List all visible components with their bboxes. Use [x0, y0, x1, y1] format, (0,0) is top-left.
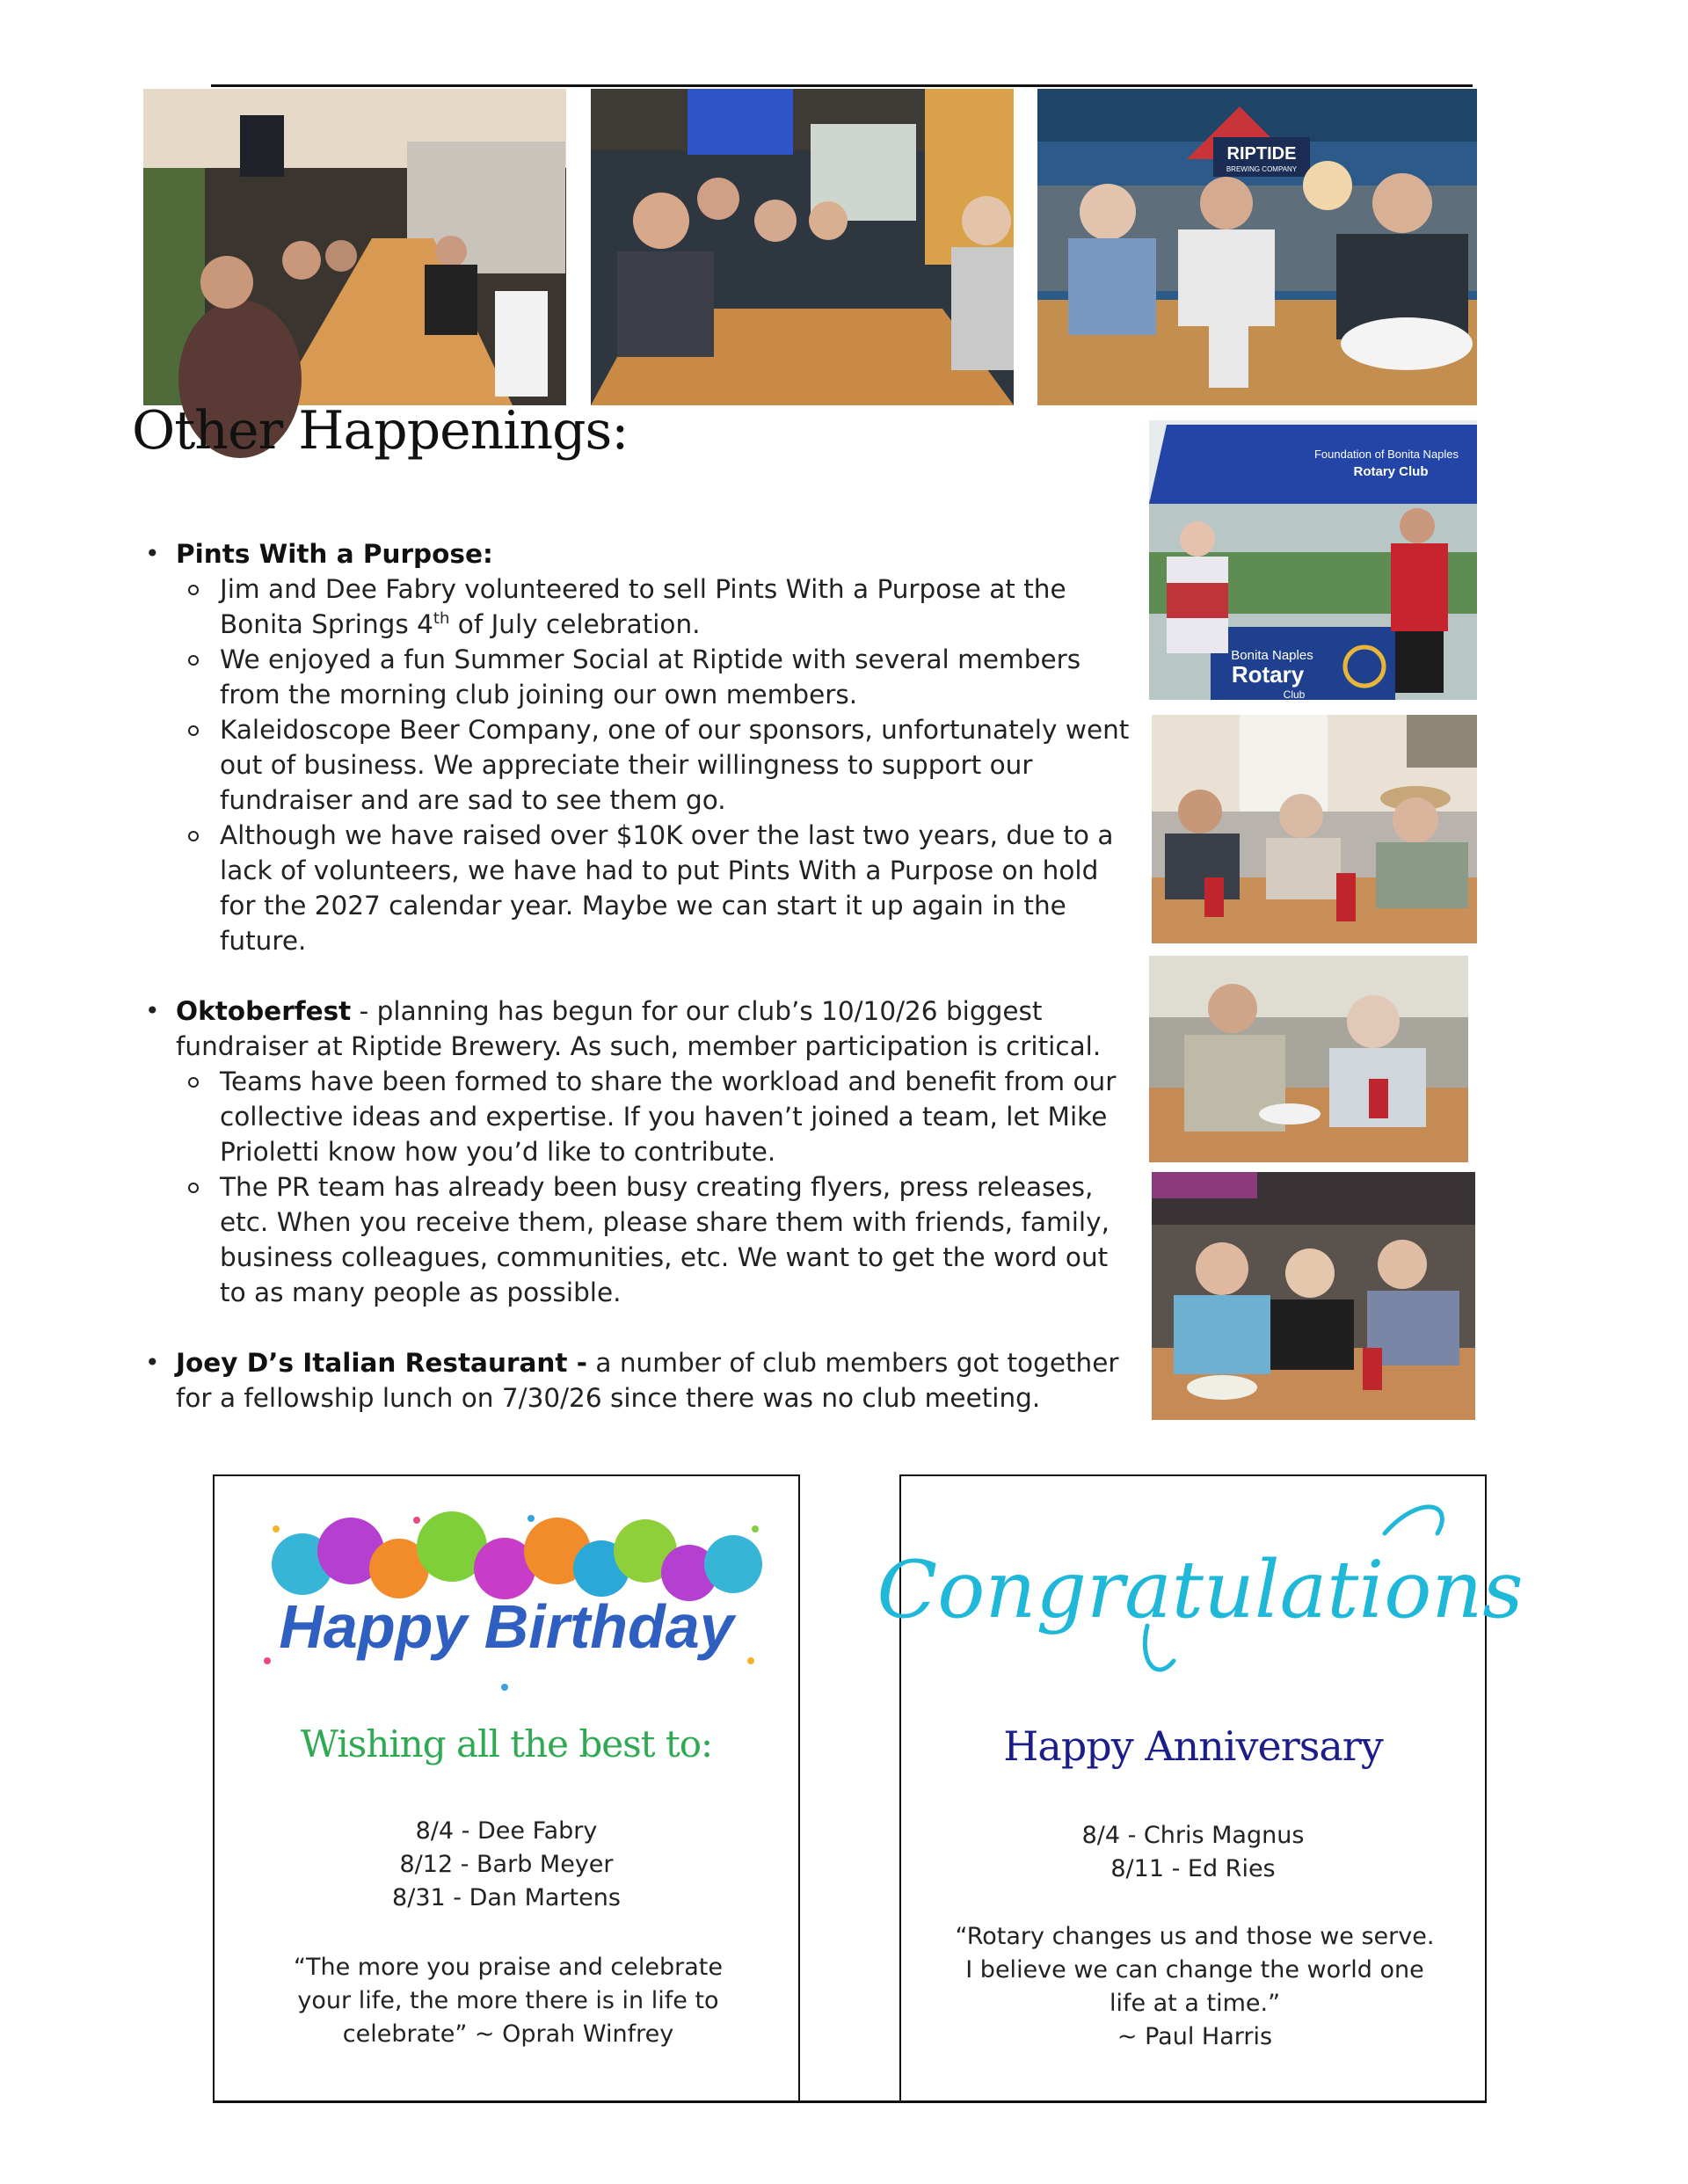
table-text-1: Bonita Naples — [1231, 648, 1313, 663]
birthday-names — [215, 1815, 798, 1915]
birthday-name-2: 8/12 - Barb Meyer — [399, 1851, 614, 1878]
anniversary-quote — [954, 1920, 1436, 2054]
congratulations-text: Congratulations — [877, 1544, 1524, 1636]
photo-lunch-table-group — [1152, 1172, 1475, 1420]
pints-heading: Pints With a Purpose: — [176, 539, 493, 569]
photo-riptide-long-table — [143, 89, 566, 405]
tent-text-2: Rotary Club — [1353, 464, 1429, 479]
photo-riptide-group — [1037, 89, 1477, 405]
oktoberfest-item-1: Teams have been formed to share the workload and benefit from our collective ideas and expertise. If you haven’t joined a team, let Mike Prioletti know how you’d like to contribute. — [176, 1064, 1139, 1169]
birthday-heading: Wishing all the best to: — [300, 1722, 713, 1765]
riptide-sign: RIPTIDE — [1226, 144, 1297, 164]
oktoberfest-heading: Oktoberfest — [176, 996, 352, 1026]
photo-lunch-couple — [1149, 956, 1468, 1162]
anniversary-names — [901, 1819, 1485, 1886]
pints-item-1: Jim and Dee Fabry volunteered to sell Pints With a Purpose at the Bonita Springs 4th of July celebration. — [176, 571, 1139, 642]
anniversary-heading: Happy Anniversary — [1003, 1722, 1383, 1770]
anniversary-name-2: 8/11 - Ed Ries — [1110, 1855, 1276, 1882]
photo-rotary-tent — [1149, 420, 1477, 700]
tent-text-1: Foundation of Bonita Naples — [1313, 448, 1459, 461]
birthday-name-1: 8/4 - Dee Fabry — [415, 1817, 598, 1845]
anniversary-quote-attribution: ~ Paul Harris — [1117, 2023, 1273, 2050]
pints-item-4: Although we have raised over $10K over the last two years, due to a lack of volunteers, we have had to put Pints With a Purpose on hold for the 2027 calendar year. Maybe we can start it up again in the future. — [176, 818, 1139, 958]
top-divider — [211, 84, 1473, 87]
birthday-quote: “The more you praise and celebrate your life, the more there is in life to celebrate” ~ Oprah Winfrey — [294, 1954, 723, 2048]
oktoberfest-item-2: The PR team has already been busy creating flyers, press releases, etc. When you receive them, please share them with friends, family, business colleagues, communities, etc. We want to get the word out to as many people as possible. — [176, 1169, 1139, 1310]
page-title: Other Happenings: — [132, 400, 629, 462]
pints-item-3: Kaleidoscope Beer Company, one of our sponsors, unfortunately went out of business. We appreciate their willingness to support our fundraiser and are sad to see them go. — [176, 712, 1139, 818]
happy-birthday-graphic — [241, 1511, 773, 1696]
table-text-3: Club — [1283, 688, 1306, 701]
bottom-divider — [213, 2100, 1487, 2103]
oktoberfest-intro: - planning has begun for our club’s 10/10/26 biggest fundraiser at Riptide Brewery. As such, member participation is critical. — [176, 996, 1102, 1061]
happy-birthday-text: Happy Birthday — [279, 1592, 734, 1661]
photo-lunch-three-men — [1152, 715, 1477, 943]
joey-ds-intro: a number of club members got together for a fellowship lunch on 7/30/26 since there was no club meeting. — [176, 1348, 1119, 1413]
anniversary-box — [877, 1474, 1524, 2103]
anniversary-name-1: 8/4 - Chris Magnus — [1081, 1822, 1305, 1849]
happening-pints — [132, 536, 1139, 958]
birthday-box — [213, 1474, 800, 2103]
birthday-name-3: 8/31 - Dan Martens — [392, 1884, 621, 1911]
happening-oktoberfest — [132, 994, 1139, 1310]
photo-riptide-toast — [591, 89, 1014, 405]
happenings-content — [132, 536, 1139, 1451]
congratulations-graphic — [877, 1485, 1524, 1687]
pints-item-2: We enjoyed a fun Summer Social at Riptide with several members from the morning club joining our own members. — [176, 642, 1139, 712]
anniversary-quote-text: “Rotary changes us and those we serve. I believe we can change the world one life at a time.” — [955, 1923, 1435, 2017]
happening-joey-ds — [132, 1345, 1139, 1416]
joey-ds-heading: Joey D’s Italian Restaurant - — [176, 1348, 588, 1378]
riptide-sign-sub: BREWING COMPANY — [1226, 165, 1298, 173]
table-text-2: Rotary — [1231, 661, 1305, 688]
